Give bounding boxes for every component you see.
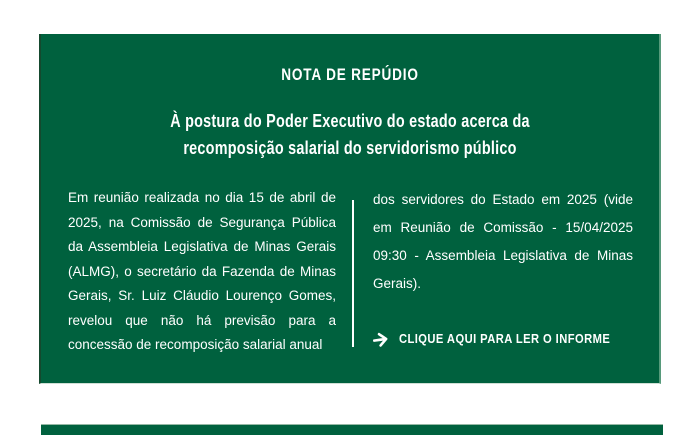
read-report-label: CLIQUE AQUI PARA LER O INFORME xyxy=(399,331,611,346)
bottom-green-bar xyxy=(41,424,663,435)
nota-title: NOTA DE REPÚDIO xyxy=(281,65,419,84)
subtitle-line-2: recomposição salarial do servidorismo público xyxy=(183,138,517,158)
body-left-column: Em reunião realizada no dia 15 de abril de 2025, na Comissão de Segurança Pública da Assembleia Legislativa de Minas Gerais (ALMG), o secretário da Fazenda de Minas Gerais, Sr. Luiz Cláudio Lourenço Gomes, revelou que não há previsão para a concessão de recomposição salarial anual xyxy=(68,190,336,352)
nota-panel xyxy=(39,34,661,384)
read-report-link[interactable] xyxy=(373,331,633,347)
column-divider xyxy=(352,200,354,347)
right-column xyxy=(373,186,633,347)
arrow-right-icon xyxy=(372,330,392,347)
body-right-column: dos servidores do Estado em 2025 (vide em Reunião de Comissão - 15/04/2025 09:30 - Assembleia Legislativa de Minas Gerais). xyxy=(373,192,633,291)
nota-subtitle xyxy=(41,108,659,162)
subtitle-line-1: À postura do Poder Executivo do estado acerca da xyxy=(170,111,530,131)
